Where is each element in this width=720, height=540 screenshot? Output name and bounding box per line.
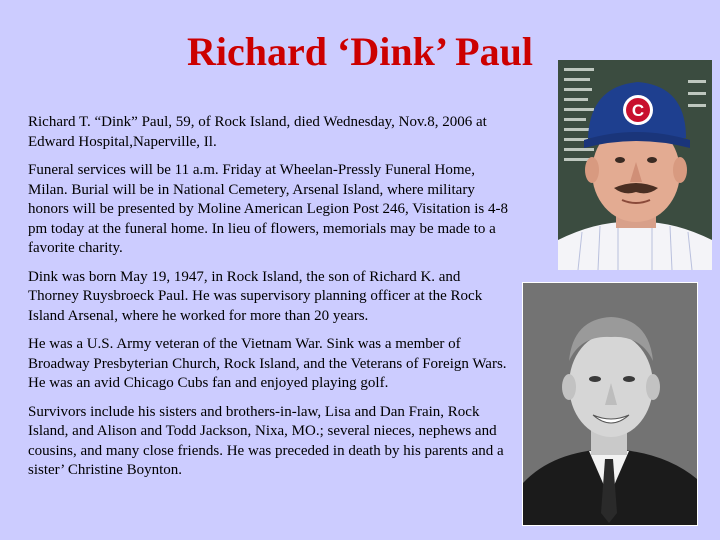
paragraph-military-interests: He was a U.S. Army veteran of the Vietnam War. Sink was a member of Broadway Presbyterian Church, Rock Island, and the Veterans of Foreign Wars. He was an avid Chicago Cubs fan and enjoyed playing golf. xyxy=(28,336,507,391)
cubs-logo-letter: C xyxy=(631,101,645,120)
cubs-cap-portrait xyxy=(558,60,712,270)
page-title: Richard ‘Dink’ Paul xyxy=(187,29,533,74)
photo-young-portrait xyxy=(522,282,698,526)
paragraph-funeral-services: Funeral services will be 11 a.m. Friday at Wheelan-Pressly Funeral Home, Milan. Burial will be in National Cemetery, Arsenal Island, where military honors will be presented by Moline American Legion Post 246, Visitation is 4-8 pm today at the funeral home. In lieu of flowers, memorials may be made to a favorite charity. xyxy=(28,162,509,256)
young-portrait xyxy=(523,283,697,525)
photo-cubs-cap xyxy=(558,60,712,270)
obituary-text xyxy=(28,113,510,490)
paragraph-survivors: Survivors include his sisters and brothers-in-law, Lisa and Dan Frain, Rock Island, and Alison and Todd Jackson, Nixa, MO.; several nieces, nephews and cousins, and many close friends. He was preceded in death by his parents and a sister’ Christine Boynton. xyxy=(28,403,504,478)
paragraph-biography: Dink was born May 19, 1947, in Rock Island, the son of Richard K. and Thorney Ruysbroeck Paul. He was supervisory planning officer at the Rock Island Arsenal, where he worked for more than 20 years. xyxy=(28,268,483,324)
paragraph-death-notice: Richard T. “Dink” Paul, 59, of Rock Island, died Wednesday, Nov.8, 2006 at Edward Hospital,Naperville, Il. xyxy=(28,114,487,150)
